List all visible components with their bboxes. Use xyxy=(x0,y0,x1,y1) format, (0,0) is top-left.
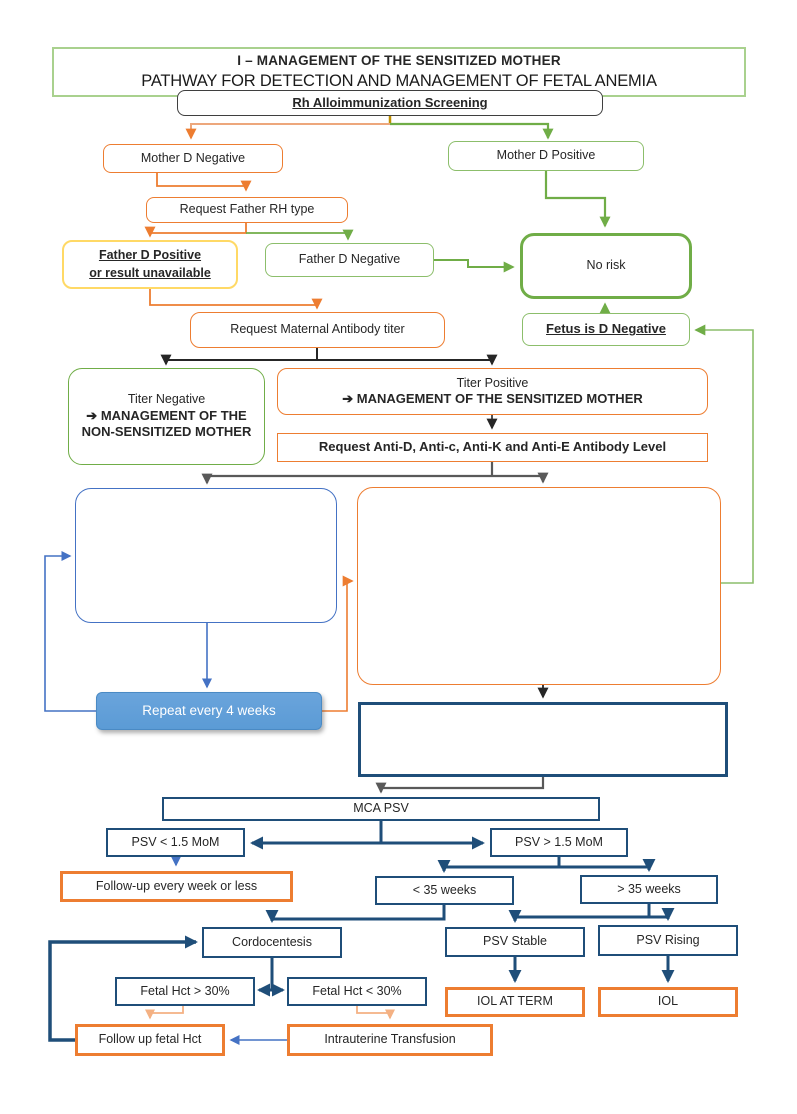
node-father-d-negative xyxy=(265,243,434,277)
node-fetal-hct-lt-30 xyxy=(287,977,427,1006)
node-label: IOL xyxy=(657,994,679,1009)
node-fetal-hct-gt-30 xyxy=(115,977,255,1006)
node-label: Repeat every 4 weeks xyxy=(142,702,276,718)
connector-hctgt-to-followuphct xyxy=(150,1006,183,1018)
node-lt-35-weeks xyxy=(375,876,514,905)
node-followup-fetal-hct xyxy=(75,1024,225,1056)
right-arrow-glyph: ➔ xyxy=(86,408,98,424)
node-psv-rising xyxy=(598,925,738,956)
node-label-line2 xyxy=(77,408,256,441)
connector-atrisk-to-mca xyxy=(381,777,543,792)
node-label: PSV < 1.5 MoM xyxy=(131,834,220,849)
node-label: Fetal Hct > 30% xyxy=(140,983,230,998)
connector-requestrh-to-fatherpos xyxy=(150,223,246,236)
node-label: Fetus is D Negative xyxy=(546,321,666,337)
node-psv-lt-1-5-mom xyxy=(106,828,245,857)
node-psv-stable xyxy=(445,927,585,957)
node-label: Rh Alloimmunization Screening xyxy=(292,94,488,110)
node-label: Intrauterine Transfusion xyxy=(324,1032,456,1047)
node-father-d-positive-or-unavailable xyxy=(62,240,238,289)
node-label: No risk xyxy=(586,258,626,273)
title-line1: I – MANAGEMENT OF THE SENSITIZED MOTHER xyxy=(237,52,561,68)
node-no-risk xyxy=(520,233,692,299)
connector-motherpos-to-norisk xyxy=(546,171,605,226)
node-label: MCA PSV xyxy=(353,801,409,816)
node-label: IOL AT TERM xyxy=(477,994,553,1009)
node-label: > 35 weeks xyxy=(617,881,681,896)
node-label: PSV > 1.5 MoM xyxy=(515,834,603,849)
node-label: Request Anti-D, Anti-c, Anti-K and Anti-E Antibody Level xyxy=(318,439,667,455)
node-label: Cordocentesis xyxy=(232,934,312,949)
node-mca-psv xyxy=(162,797,600,821)
node-antibody-below-critical xyxy=(75,488,337,623)
node-request-father-rh-type xyxy=(146,197,348,223)
node-repeat-every-4-weeks xyxy=(96,692,322,730)
node-at-risk-question xyxy=(358,702,728,777)
node-label: Father D Negative xyxy=(298,252,401,267)
node-psv-gt-1-5-mom xyxy=(490,828,628,857)
node-rh-alloimmunization-screening xyxy=(177,90,603,116)
node-label: Fetal Hct < 30% xyxy=(312,983,402,998)
connector-motherneg-to-requestrh xyxy=(157,173,246,190)
node-label-line1: Titer Negative xyxy=(127,392,206,407)
node-label: Follow up fetal Hct xyxy=(98,1032,202,1047)
node-label: Request Father RH type xyxy=(179,202,315,217)
node-label-line1: Father D Positive xyxy=(98,248,202,262)
connector-lt35-to-cordocentesis xyxy=(272,905,444,921)
node-iol-at-term xyxy=(445,987,585,1017)
node-fetus-is-d-negative xyxy=(522,313,690,346)
node-iol xyxy=(598,987,738,1017)
node-label-text: MANAGEMENT OF THE NON-SENSITIZED MOTHER xyxy=(81,408,252,440)
node-label: Mother D Negative xyxy=(140,150,246,165)
node-followup-every-week xyxy=(60,871,293,902)
node-label: Request Maternal Antibody titer xyxy=(230,322,405,337)
node-label-text: MANAGEMENT OF THE SENSITIZED MOTHER xyxy=(353,391,643,407)
connector-fatherpos-to-maternaltiter xyxy=(150,289,317,308)
node-label: Mother D Positive xyxy=(496,148,596,163)
node-cordocentesis xyxy=(202,927,342,958)
node-request-maternal-antibody-titer xyxy=(190,312,445,348)
node-request-antibody-level xyxy=(277,433,708,462)
node-antibody-critical xyxy=(357,487,721,685)
node-mother-d-negative xyxy=(103,144,283,173)
node-titer-negative xyxy=(68,368,265,465)
node-label: Follow-up every week or less xyxy=(95,878,258,893)
node-gt-35-weeks xyxy=(580,875,718,904)
connector-fatherneg-to-norisk xyxy=(434,260,513,267)
connector-rh-to-mother-positive xyxy=(390,124,548,138)
node-titer-positive xyxy=(277,368,708,415)
connector-hctlt-to-intrauterine xyxy=(357,1006,390,1018)
node-intrauterine-transfusion xyxy=(287,1024,493,1056)
node-label-line1: Titer Positive xyxy=(456,375,529,390)
title-line2: PATHWAY FOR DETECTION AND MANAGEMENT OF FETAL ANEMIA xyxy=(141,71,657,90)
node-label-line2: or result unavailable xyxy=(89,265,211,280)
connector-rh-to-mother-negative xyxy=(191,124,390,138)
right-arrow-glyph: ➔ xyxy=(342,391,354,407)
node-label: PSV Rising xyxy=(636,932,700,947)
node-mother-d-positive xyxy=(448,141,644,171)
node-label-line2 xyxy=(342,391,643,407)
node-label: PSV Stable xyxy=(483,934,547,949)
connector-requestrh-to-fatherneg xyxy=(246,233,348,239)
node-label: < 35 weeks xyxy=(412,882,477,897)
